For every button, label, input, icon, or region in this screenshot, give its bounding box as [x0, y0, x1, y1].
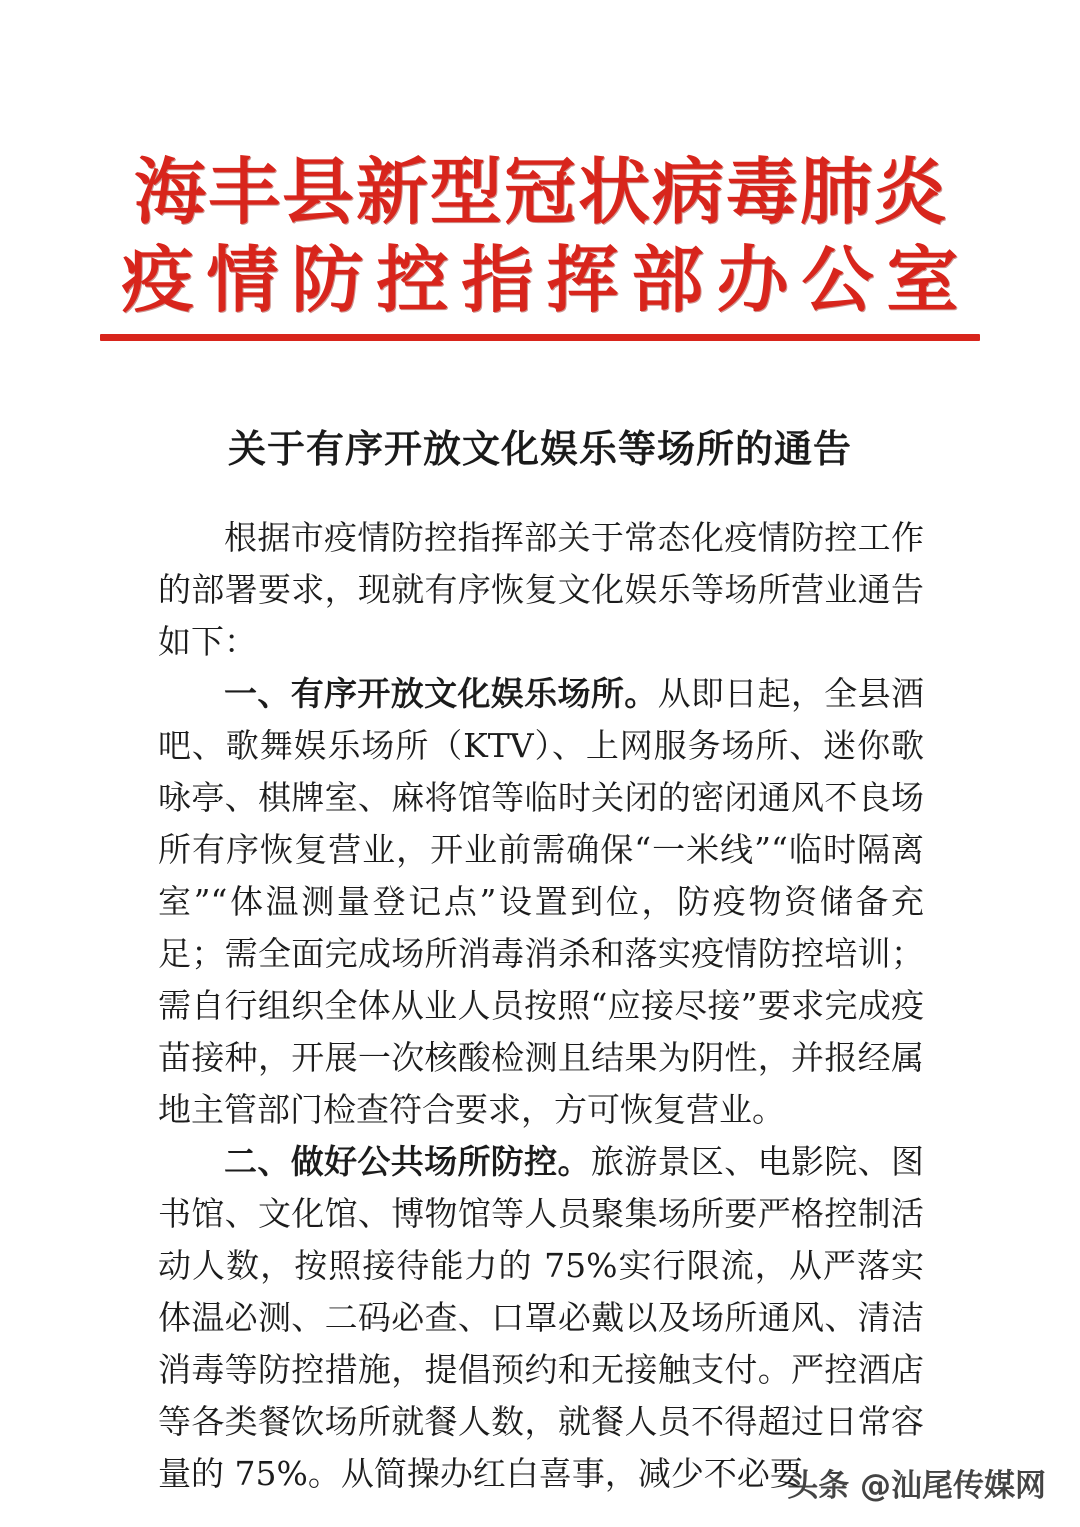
section-number-2: 二、	[224, 1142, 291, 1181]
letterhead	[0, 148, 1080, 324]
letterhead-divider-rule	[100, 334, 980, 341]
document-title: 关于有序开放文化娱乐等场所的通告	[227, 426, 852, 472]
section-number-1: 一、	[224, 674, 291, 713]
section-paragraph-1	[158, 668, 924, 1136]
section-text-2: 旅游景区、电影院、图书馆、文化馆、博物馆等人员聚集场所要严格控制活动人数，按照接待能力的 75%实行限流，从严落实体温必测、二码必查、口罩必戴以及场所通风、清洁消毒等防控措施，提倡预约和无接触支付。严控酒店等各类餐饮场所就餐人数，就餐人员不得超过日常容量的 75%。从简操办红白喜事，减少不必要	[158, 1142, 925, 1493]
section-heading-1: 有序开放文化娱乐场所。	[290, 674, 658, 713]
document-body	[158, 512, 924, 1500]
intro-paragraph: 根据市疫情防控指挥部关于常态化疫情防控工作的部署要求，现就有序恢复文化娱乐等场所营业通告如下：	[158, 518, 924, 661]
section-heading-2: 做好公共场所防控。	[290, 1142, 591, 1181]
letterhead-line-2: 疫情防控指挥部办公室	[121, 237, 972, 322]
section-text-1: 从即日起，全县酒吧、歌舞娱乐场所（KTV）、上网服务场所、迷你歌咏亭、棋牌室、麻将馆等临时关闭的密闭通风不良场所有序恢复营业，开业前需确保“一米线”“临时隔离室”“体温测量登记点”设置到位，防疫物资储备充足；需全面完成场所消毒消杀和落实疫情防控培训；需自行组织全体从业人员按照“应接尽接”要求完成疫苗接种，开展一次核酸检测且结果为阴性，并报经属地主管部门检查符合要求，方可恢复营业。	[158, 674, 925, 1129]
publisher-watermark: 头条 @汕尾传媒网	[787, 1468, 1046, 1504]
section-paragraph-2	[158, 1136, 924, 1500]
letterhead-line-1: 海丰县新型冠状病毒肺炎	[133, 149, 948, 234]
